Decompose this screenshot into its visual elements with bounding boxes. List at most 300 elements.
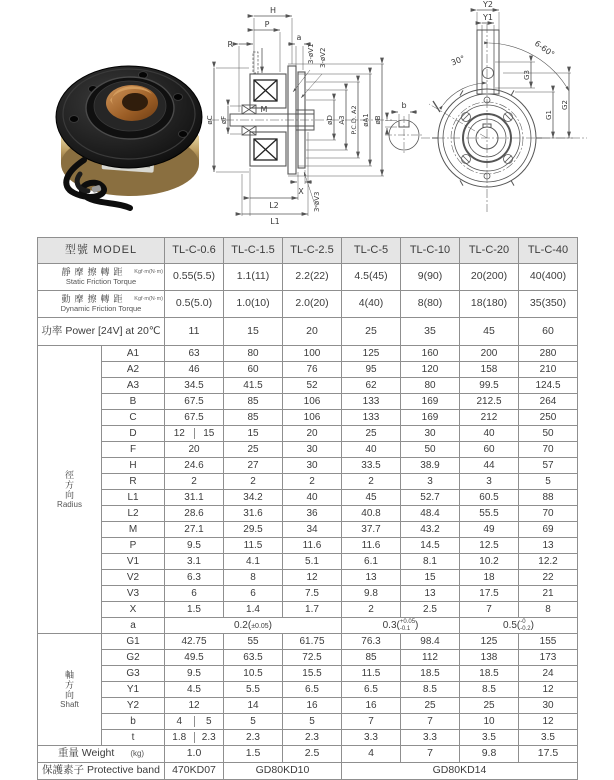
dim-label-G3: G3 — [523, 70, 531, 80]
dimension-name-cell: Y1 — [102, 682, 165, 698]
dimension-value-cell: 49 — [460, 522, 519, 538]
dimension-value-cell: 12 — [165, 698, 224, 714]
dim-label-oD: øD — [326, 115, 334, 125]
dimension-value-cell: 9.5 — [165, 538, 224, 554]
dimension-row — [38, 698, 578, 714]
dimension-value-cell: 1.5 — [165, 602, 224, 618]
dimension-row — [38, 618, 578, 634]
dimension-value-cell: 210 — [519, 362, 578, 378]
dimension-value-cell: 138 — [460, 650, 519, 666]
dimension-value-cell: 27 — [224, 458, 283, 474]
dimension-row — [38, 666, 578, 682]
dimension-row — [38, 554, 578, 570]
dimension-name-cell: L1 — [102, 490, 165, 506]
dimension-value-cell: 85 — [224, 394, 283, 410]
dimension-value-cell: 70 — [519, 442, 578, 458]
dimension-name-cell: D — [102, 426, 165, 442]
dimension-name-cell: Y2 — [102, 698, 165, 714]
dimension-value-cell: 280 — [519, 346, 578, 362]
dim-label-PCD-A2: P.C.D. A2 — [350, 105, 358, 135]
dimension-value-cell: 4.5 — [165, 682, 224, 698]
power-value-cell: 25 — [342, 318, 401, 346]
dimension-value-cell: 34.5 — [165, 378, 224, 394]
dimension-value-cell: 12.2 — [519, 554, 578, 570]
spec-row-label: 靜摩擦轉距 Kgf·m(N·m) Static Friction Torque — [38, 264, 165, 291]
dimension-value-cell: 7 — [460, 602, 519, 618]
dimension-value-cell: 264 — [519, 394, 578, 410]
weight-value-cell: 1.5 — [224, 746, 283, 763]
power-row-label: 功率 Power [24V] at 20℃ — [38, 318, 165, 346]
dimension-value-cell: 250 — [519, 410, 578, 426]
model-column-header: TL-C-0.6 — [165, 238, 224, 264]
dimension-value-cell: 44 — [460, 458, 519, 474]
dimension-value-cell: 80 — [224, 346, 283, 362]
dimension-value-cell: 46 — [165, 362, 224, 378]
dimension-value-cell: 173 — [519, 650, 578, 666]
dimension-value-cell: 20 — [165, 442, 224, 458]
dimension-value-cell: 62 — [342, 378, 401, 394]
dimension-value-cell: 106 — [283, 410, 342, 426]
spec-table — [37, 237, 578, 780]
dim-label-b: b — [401, 101, 407, 110]
dimension-value-cell: 20 — [283, 426, 342, 442]
dimension-value-cell: 50 — [401, 442, 460, 458]
angle-label-30: 30° — [449, 53, 467, 68]
section-view-svg — [192, 2, 396, 232]
dimension-value-cell: 38.9 — [401, 458, 460, 474]
dimension-value-cell: 16 — [342, 698, 401, 714]
dimension-value-cell: 13 — [401, 586, 460, 602]
dim-label-R: R — [227, 40, 233, 49]
dimension-value-cell: 18.5 — [460, 666, 519, 682]
dimension-value-cell: 40.8 — [342, 506, 401, 522]
dimension-value-cell: 25 — [342, 426, 401, 442]
dimension-value-cell: 2.3 — [224, 730, 283, 746]
dimension-value-cell: 133 — [342, 410, 401, 426]
weight-value-cell: 17.5 — [519, 746, 578, 763]
dimension-value-cell: 13 — [342, 570, 401, 586]
dimension-row — [38, 586, 578, 602]
dimension-row — [38, 458, 578, 474]
dimension-value-cell: 34.2 — [224, 490, 283, 506]
dimension-value-cell: 7.5 — [283, 586, 342, 602]
dimension-value-cell: 29.5 — [224, 522, 283, 538]
dimension-name-cell: P — [102, 538, 165, 554]
dimension-value-cell: 10.5 — [224, 666, 283, 682]
dimension-name-cell: H — [102, 458, 165, 474]
model-column-header: TL-C-5 — [342, 238, 401, 264]
dimension-value-cell: 41.5 — [224, 378, 283, 394]
spec-value-cell: 9(90) — [401, 264, 460, 291]
dimension-value-cell: 61.75 — [283, 634, 342, 650]
dimension-value-cell: 34 — [283, 522, 342, 538]
dimension-value-cell: 16 — [283, 698, 342, 714]
spec-row-label: 動摩擦轉距 Kgf·m(N·m) Dynamic Friction Torque — [38, 291, 165, 318]
model-column-header: TL-C-10 — [401, 238, 460, 264]
dimension-value-cell: 3 — [401, 474, 460, 490]
spec-value-cell: 4(40) — [342, 291, 401, 318]
power-value-cell: 60 — [519, 318, 578, 346]
dimension-value-cell: 9.5 — [165, 666, 224, 682]
dimension-row — [38, 442, 578, 458]
dimension-row — [38, 394, 578, 410]
dim-label-M: M — [260, 105, 268, 114]
dimension-value-cell: 63 — [165, 346, 224, 362]
dim-label-oB: øB — [374, 115, 382, 125]
dimension-value-cell: 31.6 — [224, 506, 283, 522]
dimension-name-cell: R — [102, 474, 165, 490]
dimension-value-cell: 2 — [342, 474, 401, 490]
section-view-drawing — [192, 2, 396, 237]
dimension-row — [38, 650, 578, 666]
dimension-value-cell: 8 — [519, 602, 578, 618]
dimension-name-cell: V3 — [102, 586, 165, 602]
dimension-value-cell: 169 — [401, 410, 460, 426]
dim-label-3oV2: 3-øV2 — [319, 47, 327, 68]
dimension-value-cell: 67.5 — [165, 410, 224, 426]
dimension-value-cell: 6 — [224, 586, 283, 602]
dimension-value-cell: 6 — [165, 586, 224, 602]
weight-row — [38, 746, 578, 763]
dimension-name-cell: B — [102, 394, 165, 410]
dimension-name-cell: X — [102, 602, 165, 618]
dimension-row — [38, 602, 578, 618]
spec-value-cell: 4.5(45) — [342, 264, 401, 291]
weight-row-label: 重量 Weight (kg) — [38, 746, 165, 763]
dimension-name-cell: V1 — [102, 554, 165, 570]
dimension-value-cell: 133 — [342, 394, 401, 410]
dimension-value-cell: 85 — [224, 410, 283, 426]
dimension-value-cell: 40 — [342, 442, 401, 458]
dimension-value-cell: 76.3 — [342, 634, 401, 650]
dimension-value-cell: 60.5 — [460, 490, 519, 506]
dimension-value-cell: 100 — [283, 346, 342, 362]
dimension-row — [38, 410, 578, 426]
split-value-cell: 12 15 — [165, 426, 224, 442]
dimension-value-cell: 5.5 — [224, 682, 283, 698]
dimension-name-cell: G2 — [102, 650, 165, 666]
dim-label-L1: L1 — [270, 217, 280, 226]
dimension-value-cell: 30 — [401, 426, 460, 442]
dimension-value-cell: 49.5 — [165, 650, 224, 666]
dimension-value-cell: 17.5 — [460, 586, 519, 602]
dimension-value-cell: 160 — [401, 346, 460, 362]
dimension-value-cell: 69 — [519, 522, 578, 538]
dimension-value-cell: 76 — [283, 362, 342, 378]
dimension-value-cell: 33.5 — [342, 458, 401, 474]
dimension-value-cell: 25 — [460, 698, 519, 714]
dimension-value-cell: 99.5 — [460, 378, 519, 394]
dimension-value-cell: 24.6 — [165, 458, 224, 474]
dimension-value-cell: 158 — [460, 362, 519, 378]
weight-value-cell: 9.8 — [460, 746, 519, 763]
spec-value-cell: 1.1(11) — [224, 264, 283, 291]
dimension-value-cell: 125 — [460, 634, 519, 650]
dimension-row — [38, 570, 578, 586]
dimension-value-cell: 1.7 — [283, 602, 342, 618]
dimension-value-cell: 63.5 — [224, 650, 283, 666]
dimension-value-cell: 15.5 — [283, 666, 342, 682]
dimension-value-cell: 11.5 — [224, 538, 283, 554]
front-view-svg — [383, 0, 612, 232]
spec-table-wrap — [37, 237, 578, 780]
power-value-cell: 11 — [165, 318, 224, 346]
dimension-value-cell: 2 — [342, 602, 401, 618]
spec-value-cell: 0.55(5.5) — [165, 264, 224, 291]
power-value-cell: 15 — [224, 318, 283, 346]
dimension-name-cell: A1 — [102, 346, 165, 362]
dim-label-oA1: øA1 — [362, 113, 370, 127]
dimension-name-cell: V2 — [102, 570, 165, 586]
dimension-value-cell: 55.5 — [460, 506, 519, 522]
dimension-row — [38, 538, 578, 554]
dimension-value-cell: 12.5 — [460, 538, 519, 554]
dimension-value-cell: 36 — [283, 506, 342, 522]
dimension-value-cell: 155 — [519, 634, 578, 650]
dim-label-G1: G1 — [545, 110, 553, 120]
spec-value-cell: 8(80) — [401, 291, 460, 318]
dimension-value-cell: 212.5 — [460, 394, 519, 410]
dim-label-A3: A3 — [338, 115, 346, 125]
dimension-row — [38, 682, 578, 698]
power-value-cell: 45 — [460, 318, 519, 346]
spec-value-cell: 2.2(22) — [283, 264, 342, 291]
spec-value-cell: 40(400) — [519, 264, 578, 291]
dimension-value-cell: 11.6 — [283, 538, 342, 554]
dimension-value-cell: 3 — [460, 474, 519, 490]
dimension-value-cell: 12 — [519, 714, 578, 730]
dimension-row — [38, 522, 578, 538]
dimension-value-cell: 5 — [283, 714, 342, 730]
dimension-name-cell: F — [102, 442, 165, 458]
split-value-cell: 1.8 2.3 — [165, 730, 224, 746]
tolerance-span-cell: 0.3( +0.05 -0.1 ) — [342, 618, 460, 634]
group-label-cell: 徑 方 向 Radius — [38, 346, 102, 634]
dimension-value-cell: 22 — [519, 570, 578, 586]
dimension-value-cell: 11.6 — [342, 538, 401, 554]
dimension-value-cell: 98.4 — [401, 634, 460, 650]
dimension-value-cell: 8.5 — [460, 682, 519, 698]
dimension-value-cell: 25 — [401, 698, 460, 714]
dim-label-oC: øC — [206, 115, 214, 125]
tolerance-span-cell: 0.5( -0 -0.2 ) — [460, 618, 578, 634]
spec-value-cell: 18(180) — [460, 291, 519, 318]
dim-label-P: P — [264, 20, 270, 29]
dimension-value-cell: 60 — [460, 442, 519, 458]
dim-label-L2: L2 — [269, 201, 279, 210]
split-value-cell: 4 5 — [165, 714, 224, 730]
power-row — [38, 318, 578, 346]
dim-label-G2: G2 — [561, 100, 569, 110]
dimension-value-cell: 24 — [519, 666, 578, 682]
dimension-value-cell: 10 — [460, 714, 519, 730]
dim-label-X: X — [298, 187, 304, 196]
dimension-row — [38, 714, 578, 730]
protective-band-value: GD80KD10 — [224, 763, 342, 780]
dim-label-3oV3: 3-øV3 — [313, 191, 321, 212]
dimension-value-cell: 85 — [342, 650, 401, 666]
dimension-name-cell: G3 — [102, 666, 165, 682]
dimension-value-cell: 169 — [401, 394, 460, 410]
dimension-value-cell: 11.5 — [342, 666, 401, 682]
dimension-value-cell: 6.1 — [342, 554, 401, 570]
spec-value-cell: 20(200) — [460, 264, 519, 291]
group-label-cell: 軸 方 向 Shaft — [38, 634, 102, 746]
dimension-value-cell: 10.2 — [460, 554, 519, 570]
dimension-name-cell: a — [102, 618, 165, 634]
dimension-value-cell: 95 — [342, 362, 401, 378]
power-value-cell: 20 — [283, 318, 342, 346]
dim-label-oF: øF — [220, 115, 228, 125]
dimension-value-cell: 40 — [460, 426, 519, 442]
dimension-value-cell: 27.1 — [165, 522, 224, 538]
dimension-value-cell: 52 — [283, 378, 342, 394]
dimension-value-cell: 57 — [519, 458, 578, 474]
spec-row — [38, 264, 578, 291]
spec-row — [38, 291, 578, 318]
dimension-value-cell: 15 — [401, 570, 460, 586]
dimension-name-cell: A2 — [102, 362, 165, 378]
dimension-value-cell: 3.5 — [519, 730, 578, 746]
dimension-value-cell: 120 — [401, 362, 460, 378]
dimension-row — [38, 346, 578, 362]
dimension-value-cell: 200 — [460, 346, 519, 362]
dimension-name-cell: M — [102, 522, 165, 538]
dimension-row — [38, 426, 578, 442]
dimension-value-cell: 8.5 — [401, 682, 460, 698]
dimension-value-cell: 40 — [283, 490, 342, 506]
model-column-header: TL-C-40 — [519, 238, 578, 264]
dimension-name-cell: G1 — [102, 634, 165, 650]
dimension-value-cell: 212 — [460, 410, 519, 426]
dimension-value-cell: 2 — [283, 474, 342, 490]
dimension-value-cell: 43.2 — [401, 522, 460, 538]
dimension-value-cell: 48.4 — [401, 506, 460, 522]
angle-label-6-60: 6-60° — [532, 38, 557, 60]
weight-value-cell: 4 — [342, 746, 401, 763]
dim-label-a: a — [296, 33, 302, 42]
hub-bore — [122, 93, 148, 111]
dimension-value-cell: 5 — [224, 714, 283, 730]
dimension-value-cell: 30 — [283, 442, 342, 458]
dim-label-3oV1: 3-øV1 — [307, 43, 315, 64]
dimension-row — [38, 634, 578, 650]
dimension-value-cell: 14.5 — [401, 538, 460, 554]
dimension-value-cell: 6.5 — [342, 682, 401, 698]
dimension-value-cell: 5 — [519, 474, 578, 490]
dimension-value-cell: 28.6 — [165, 506, 224, 522]
dimension-value-cell: 8.1 — [401, 554, 460, 570]
dimension-value-cell: 88 — [519, 490, 578, 506]
dimension-value-cell: 52.7 — [401, 490, 460, 506]
dimension-value-cell: 5.1 — [283, 554, 342, 570]
protective-band-value: GD80KD14 — [342, 763, 578, 780]
dimension-value-cell: 80 — [401, 378, 460, 394]
weight-value-cell: 7 — [401, 746, 460, 763]
dimension-value-cell: 42.75 — [165, 634, 224, 650]
dimension-value-cell: 3.5 — [460, 730, 519, 746]
dimension-value-cell: 112 — [401, 650, 460, 666]
dimension-value-cell: 30 — [283, 458, 342, 474]
dim-label-Y2: Y2 — [483, 0, 493, 9]
dimension-value-cell: 12 — [519, 682, 578, 698]
dimension-value-cell: 45 — [342, 490, 401, 506]
dimension-row — [38, 506, 578, 522]
dimension-row — [38, 362, 578, 378]
dimension-value-cell: 1.4 — [224, 602, 283, 618]
model-column-header: TL-C-1.5 — [224, 238, 283, 264]
dimension-name-cell: L2 — [102, 506, 165, 522]
table-header-row — [38, 238, 578, 264]
dimension-name-cell: b — [102, 714, 165, 730]
dimension-value-cell: 124.5 — [519, 378, 578, 394]
spec-value-cell: 0.5(5.0) — [165, 291, 224, 318]
dimension-value-cell: 125 — [342, 346, 401, 362]
dimension-value-cell: 6.5 — [283, 682, 342, 698]
dimension-value-cell: 2.5 — [401, 602, 460, 618]
dimension-row — [38, 490, 578, 506]
weight-value-cell: 2.5 — [283, 746, 342, 763]
dimension-value-cell: 3.3 — [342, 730, 401, 746]
dimension-name-cell: A3 — [102, 378, 165, 394]
dimension-value-cell: 9.8 — [342, 586, 401, 602]
dimension-value-cell: 8 — [224, 570, 283, 586]
dimension-value-cell: 60 — [224, 362, 283, 378]
dim-label-H: H — [269, 6, 277, 15]
dimension-value-cell: 3.1 — [165, 554, 224, 570]
dimension-value-cell: 4.1 — [224, 554, 283, 570]
dimension-value-cell: 37.7 — [342, 522, 401, 538]
dimension-value-cell: 25 — [224, 442, 283, 458]
dimension-value-cell: 2 — [224, 474, 283, 490]
dimension-value-cell: 70 — [519, 506, 578, 522]
keyway-detail — [385, 112, 423, 154]
power-value-cell: 35 — [401, 318, 460, 346]
model-column-header: TL-C-20 — [460, 238, 519, 264]
model-header-label: 型號 MODEL — [38, 238, 165, 264]
dimension-value-cell: 18.5 — [401, 666, 460, 682]
dimension-value-cell: 30 — [519, 698, 578, 714]
model-column-header: TL-C-2.5 — [283, 238, 342, 264]
dimension-value-cell: 14 — [224, 698, 283, 714]
dimension-value-cell: 6.3 — [165, 570, 224, 586]
spec-value-cell: 35(350) — [519, 291, 578, 318]
protective-band-row — [38, 763, 578, 780]
dimension-value-cell: 7 — [342, 714, 401, 730]
dimension-value-cell: 2.3 — [283, 730, 342, 746]
dimension-value-cell: 55 — [224, 634, 283, 650]
weight-value-cell: 1.0 — [165, 746, 224, 763]
dimension-value-cell: 18 — [460, 570, 519, 586]
dimension-value-cell: 72.5 — [283, 650, 342, 666]
dim-label-Y1: Y1 — [483, 13, 493, 22]
dimension-value-cell: 21 — [519, 586, 578, 602]
dimension-name-cell: C — [102, 410, 165, 426]
dimension-value-cell: 3.3 — [401, 730, 460, 746]
protective-band-value: 470KD07 — [165, 763, 224, 780]
dimension-value-cell: 12 — [283, 570, 342, 586]
dimension-row — [38, 378, 578, 394]
dimension-row — [38, 474, 578, 490]
dimension-value-cell: 15 — [224, 426, 283, 442]
front-view-drawing — [383, 0, 612, 237]
dimension-name-cell: t — [102, 730, 165, 746]
dimension-value-cell: 50 — [519, 426, 578, 442]
dimension-value-cell: 13 — [519, 538, 578, 554]
dimension-value-cell: 67.5 — [165, 394, 224, 410]
dimension-value-cell: 2 — [165, 474, 224, 490]
spec-value-cell: 2.0(20) — [283, 291, 342, 318]
